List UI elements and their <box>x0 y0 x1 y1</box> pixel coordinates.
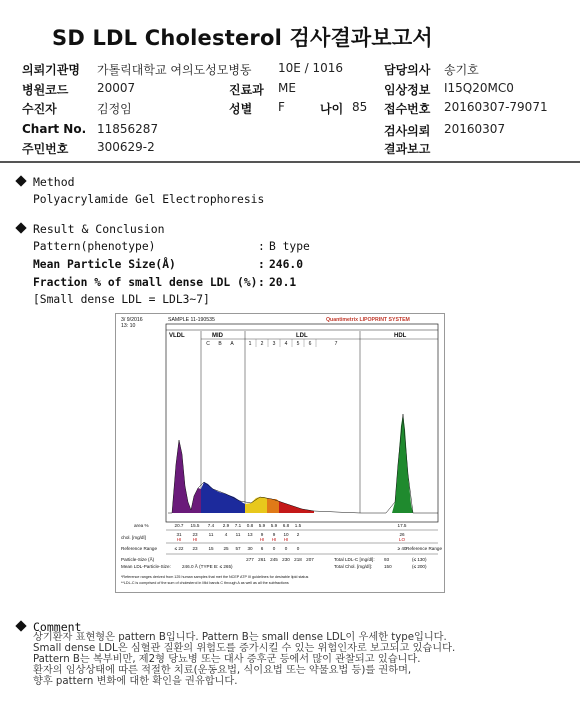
chol-value: 26 <box>399 532 405 537</box>
result-row-sep: : <box>258 258 265 271</box>
particle-value: 218 <box>294 557 302 562</box>
bullet-icon <box>15 620 26 631</box>
chol-value: 4 <box>224 532 228 537</box>
band-label: 1 <box>248 341 252 347</box>
sex-label: 성별 <box>229 102 253 116</box>
receipt-value: 20160307-79071 <box>444 100 548 114</box>
band-label: B <box>218 341 222 347</box>
total-chol-value: 150 <box>384 564 392 569</box>
group-mid: MID <box>212 333 223 339</box>
report-date: 3/ 9/2016 <box>121 317 143 323</box>
ref-value: 0 <box>272 546 276 551</box>
area-value: 7.4 <box>207 523 215 528</box>
ref-value: ≤ 22 <box>174 546 184 551</box>
result-heading-text: Result & Conclusion <box>33 222 165 236</box>
chol-value: 13 <box>247 532 253 537</box>
institution-label: 의뢰기관명 <box>22 63 80 77</box>
ref-value: ≥ 40 <box>397 546 407 551</box>
lipoprint-graphic <box>116 314 444 592</box>
dept-label: 진료과 <box>229 83 264 97</box>
band-label: 6 <box>308 341 312 347</box>
method-heading <box>17 175 75 189</box>
resident-value: 300629-2 <box>97 140 155 154</box>
ref-value: 15 <box>208 546 214 551</box>
age-label: 나이 <box>320 102 344 116</box>
group-hdl: HDL <box>394 333 407 339</box>
result-row-value: 246.0 <box>269 258 304 271</box>
chol-value: 9 <box>272 532 276 537</box>
comment-line: 환자의 임상상태에 따른 적절한 치료(운동요법, 식이요법 또는 약물요법 등)를 권하며, <box>33 665 412 676</box>
total-chol-label: Total Chol. [mg/dl]: <box>334 564 373 569</box>
vldl-peak <box>172 440 201 513</box>
band-label: 7 <box>334 341 338 347</box>
bullet-icon <box>15 175 26 186</box>
result-heading <box>17 222 165 236</box>
ref-value: 0 <box>296 546 300 551</box>
area-value: 5.9 <box>258 523 266 528</box>
chart-value: 11856287 <box>97 122 159 136</box>
patient-label: 수진자 <box>22 102 57 116</box>
age-value: 85 <box>352 100 368 114</box>
chol-flag: LO <box>398 537 406 542</box>
report-title: SD LDL Cholesterol 검사결과보고서 <box>52 26 433 50</box>
ward-value: 10E / 1016 <box>278 61 344 75</box>
chol-value: 31 <box>176 532 182 537</box>
area-label: area % <box>134 523 149 528</box>
total-ldl-value: 93 <box>384 557 390 562</box>
group-vldl: VLDL <box>169 333 185 339</box>
total-ldl-ref: (≤ 130) <box>412 557 427 562</box>
particle-label: Particle-Size (Å) <box>121 557 155 562</box>
report-brand: Quantimetrix LIPOPRINT SYSTEM <box>326 317 410 323</box>
ref-value: 0 <box>284 546 288 551</box>
receipt-label: 접수번호 <box>384 102 431 116</box>
result-row-label: Pattern(phenotype) <box>33 240 156 253</box>
hospital-code-value: 20007 <box>97 81 136 95</box>
patient-value: 김정임 <box>97 102 132 116</box>
band-label: 4 <box>284 341 288 347</box>
chol-value: 9 <box>260 532 264 537</box>
mean-label: Mean LDL-Particle-Size: <box>121 564 171 569</box>
result-row-label: Mean Particle Size(Å) <box>33 258 176 271</box>
area-value: 2.9 <box>222 523 230 528</box>
method-heading-text: Method <box>33 175 75 189</box>
report-time: 13: 10 <box>121 323 136 329</box>
area-value: 17.5 <box>397 523 407 528</box>
ref-value: 57 <box>235 546 241 551</box>
area-value: 1.5 <box>294 523 302 528</box>
ref-right-label: Reference Range <box>406 546 443 551</box>
chol-flag: HI <box>192 537 198 542</box>
area-value: 15.5 <box>190 523 200 528</box>
ldl2-region <box>267 498 279 513</box>
area-value: 20.7 <box>174 523 184 528</box>
result-row-sep: : <box>258 240 265 253</box>
ref-value: 30 <box>247 546 253 551</box>
band-label: C <box>206 341 210 347</box>
group-ldl: LDL <box>296 333 308 339</box>
band-labels <box>206 341 337 347</box>
small-dense-note: [Small dense LDL = LDL3~7] <box>33 293 210 306</box>
area-value: 0.8 <box>246 523 254 528</box>
ref-label: Reference Range <box>121 546 158 551</box>
comment-line: Small dense LDL은 심혈관 질환의 위험도를 증가시킬 수 있는 위험인자로 보고되고 있습니다. <box>33 643 456 654</box>
particle-value: 207 <box>306 557 314 562</box>
chol-flag: HI <box>259 537 265 542</box>
mid-region <box>201 482 245 513</box>
hospital-code-label: 병원코드 <box>22 83 69 97</box>
mean-value: 246.0 Å (TYPE B: ≤ 265) <box>182 564 233 569</box>
comment-line: 상기환자 표현형은 pattern B입니다. Pattern B는 small dense LDL이 우세한 type입니다. <box>33 632 447 643</box>
result-row-value: 20.1 <box>269 276 297 289</box>
ref-value: 6 <box>260 546 264 551</box>
resident-label: 주민번호 <box>22 142 69 156</box>
clinical-info-label: 임상정보 <box>384 83 431 97</box>
particle-value: 230 <box>282 557 290 562</box>
area-value: 6.8 <box>282 523 290 528</box>
result-row-label: Fraction % of small dense LDL (%) <box>33 276 258 289</box>
result-row-sep: : <box>258 276 265 289</box>
footnote-1: *Reference ranges derived from 125 human samples that met the NCEP ATP III guidelines for desirable lipid status <box>121 575 309 579</box>
ref-value: 25 <box>223 546 229 551</box>
chart-label: Chart No. <box>22 122 87 136</box>
chol-flag: HI <box>283 537 289 542</box>
clinical-info-value: I15Q20MC0 <box>444 81 514 95</box>
header-divider <box>0 161 580 163</box>
request-value: 20160307 <box>444 122 506 136</box>
total-chol-ref: (≤ 200) <box>412 564 427 569</box>
band-label: 5 <box>296 341 300 347</box>
particle-value: 261 <box>258 557 266 562</box>
chol-value: 11 <box>208 532 214 537</box>
area-value: 7.1 <box>234 523 242 528</box>
band-label: 2 <box>260 341 264 347</box>
lipoprint-report <box>115 313 445 593</box>
comment-heading-text: Comment <box>33 620 82 634</box>
ref-value: 23 <box>192 546 198 551</box>
particle-value: 245 <box>270 557 278 562</box>
chol-value: 2 <box>296 532 300 537</box>
band-label: A <box>230 341 234 347</box>
sex-value: F <box>278 100 285 114</box>
bullet-icon <box>15 222 26 233</box>
chol-value: 23 <box>192 532 198 537</box>
chol-flag: HI <box>176 537 182 542</box>
area-value: 5.9 <box>270 523 278 528</box>
chol-flag: HI <box>271 537 277 542</box>
report-label: 결과보고 <box>384 142 431 156</box>
request-label: 검사의뢰 <box>384 124 431 138</box>
doctor-value: 송기호 <box>444 63 479 77</box>
chol-label: chol. [mg/dl] <box>121 535 146 540</box>
footnote-2: **LDL-C is comprised of the sum of cholesterol in Mid bands C through A as well as all the subfractions <box>121 581 289 585</box>
result-row-value: B type <box>269 240 310 253</box>
method-text: Polyacrylamide Gel Electrophoresis <box>33 193 265 206</box>
band-label: 3 <box>272 341 276 347</box>
chol-value: 11 <box>235 532 241 537</box>
doctor-label: 담당의사 <box>384 63 431 77</box>
particle-value: 277 <box>246 557 254 562</box>
comment-line: Pattern B는 복부비만, 제2형 당뇨병 또는 대사 증후군 등에서 많이 관찰되고 있습니다. <box>33 654 421 665</box>
report-sample: SAMPLE 11-190535 <box>168 317 215 323</box>
institution-value: 가톨릭대학교 여의도성모병동 <box>97 63 252 77</box>
comment-line: 향후 pattern 변화에 대한 확인을 권유합니다. <box>33 676 238 687</box>
chol-value: 10 <box>283 532 289 537</box>
total-ldl-label: Total LDL-C [mg/dl]: <box>334 557 375 562</box>
dept-value: ME <box>278 81 296 95</box>
